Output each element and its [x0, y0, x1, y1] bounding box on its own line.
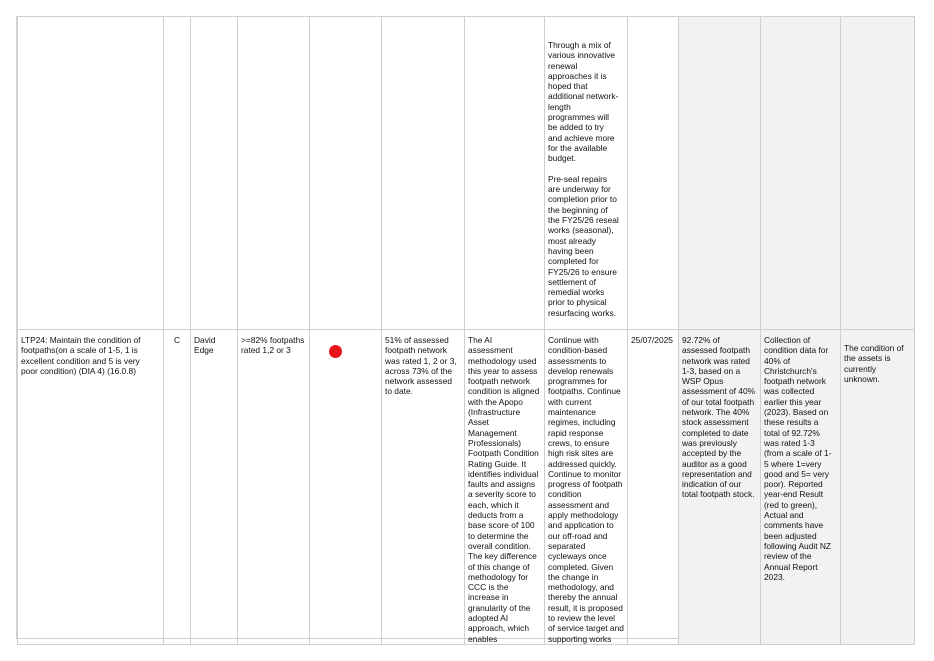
cell-prior-commentary — [761, 330, 841, 645]
type-text: C — [173, 335, 181, 345]
prior-commentary-text: Collection of condition data for 40% of Christchurch's footpath network was collected earlier this year (2023). Based on these results a total of 92.72% was rated 1-3 (from a scale of 1- 5 where 1=very good and 5= very poor). Reported year-end Result (red to green), Actual and comments have been adjusted following Audit NZ review of the Annual Report 2023. — [764, 335, 832, 582]
target-text: >=82% footpaths rated 1,2 or 3 — [241, 335, 305, 356]
performance-table — [17, 16, 915, 645]
cell-actions — [545, 17, 628, 330]
cell-type — [164, 330, 191, 645]
cell-status — [310, 17, 382, 330]
commentary-paragraph-1: Through a mix of various innovative renewal approaches it is hoped that additional network- length programmes will be added to try and achieve more for the available budget. — [548, 40, 619, 164]
commentary-paragraph-2: Pre-seal repairs are underway for completion prior to the beginning of the FY25/26 reseal works (seasonal), most already having been completed for FY25/26 to ensure settlement of remedial works prior to physical resurfacing works. — [548, 173, 619, 318]
cell-measure — [18, 330, 164, 645]
cell-prior-commentary — [761, 17, 841, 330]
document-page — [16, 16, 914, 644]
actions-text: Continue with condition-based assessments to develop renewals programmes for footpaths. Continue with current maintenance regimes, including rapid response crews, to ensure high risk sites are addressed quickly. Continue to monitor progress of footpath condition assessment and apply methodology and application to our off-road and separated cycleways once completed. Given the change in methodology, and thereby the annual result, it is proposed to review the level of service target and supporting works — [548, 335, 624, 644]
cell-result — [382, 17, 465, 330]
cell-prior-result — [679, 330, 761, 645]
commentary-text: The AI assessment methodology used this year to assess footpath network condition is aligned with the Apopo (Infrastructure Asset Management Professionals) Footpath Condition Rating Guide. It identifies individual faults and assigns a severity score to each, which it deducts from a base score of 100 to determine the overall condition. The key difference of this change of methodology for CCC is the increase in granularity of the adopted AI approach, which enables — [468, 335, 540, 644]
date-text: 25/07/2025 — [631, 335, 673, 345]
cell-target — [238, 17, 310, 330]
cell-result — [382, 330, 465, 645]
cell-actions — [545, 330, 628, 645]
owner-text: David Edge — [194, 335, 216, 356]
result-text: 51% of assessed footpath network was rated 1, 2 or 3, across 73% of the network assessed to date. — [385, 335, 457, 397]
table-row — [18, 330, 915, 645]
red-circle-icon — [329, 345, 342, 358]
prior-result-text: 92.72% of assessed footpath network was rated 1-3, based on a WSP Opus assessment of 40% of our total footpath network. The 40% stock assessment completed to date was previously accepted by the auditor as a good representation and indication of our total footpath stock. — [682, 335, 756, 500]
cell-baseline — [841, 17, 915, 330]
cell-status — [310, 330, 382, 645]
cell-date — [628, 330, 679, 645]
table-row — [18, 17, 915, 330]
cell-owner — [191, 330, 238, 645]
baseline-text: The condition of the assets is currently unknown. — [844, 343, 904, 384]
cell-prior-result — [679, 17, 761, 330]
cell-type — [164, 17, 191, 330]
cell-commentary — [465, 330, 545, 645]
cell-measure — [18, 17, 164, 330]
cell-commentary — [465, 17, 545, 330]
cell-target — [238, 330, 310, 645]
cell-date — [628, 17, 679, 330]
measure-text: LTP24: Maintain the condition of footpaths(on a scale of 1-5, 1 is excellent condition and 5 is very poor condition) (DIA 4) (16.0.8) — [21, 335, 141, 376]
cell-owner — [191, 17, 238, 330]
cell-baseline — [841, 330, 915, 645]
